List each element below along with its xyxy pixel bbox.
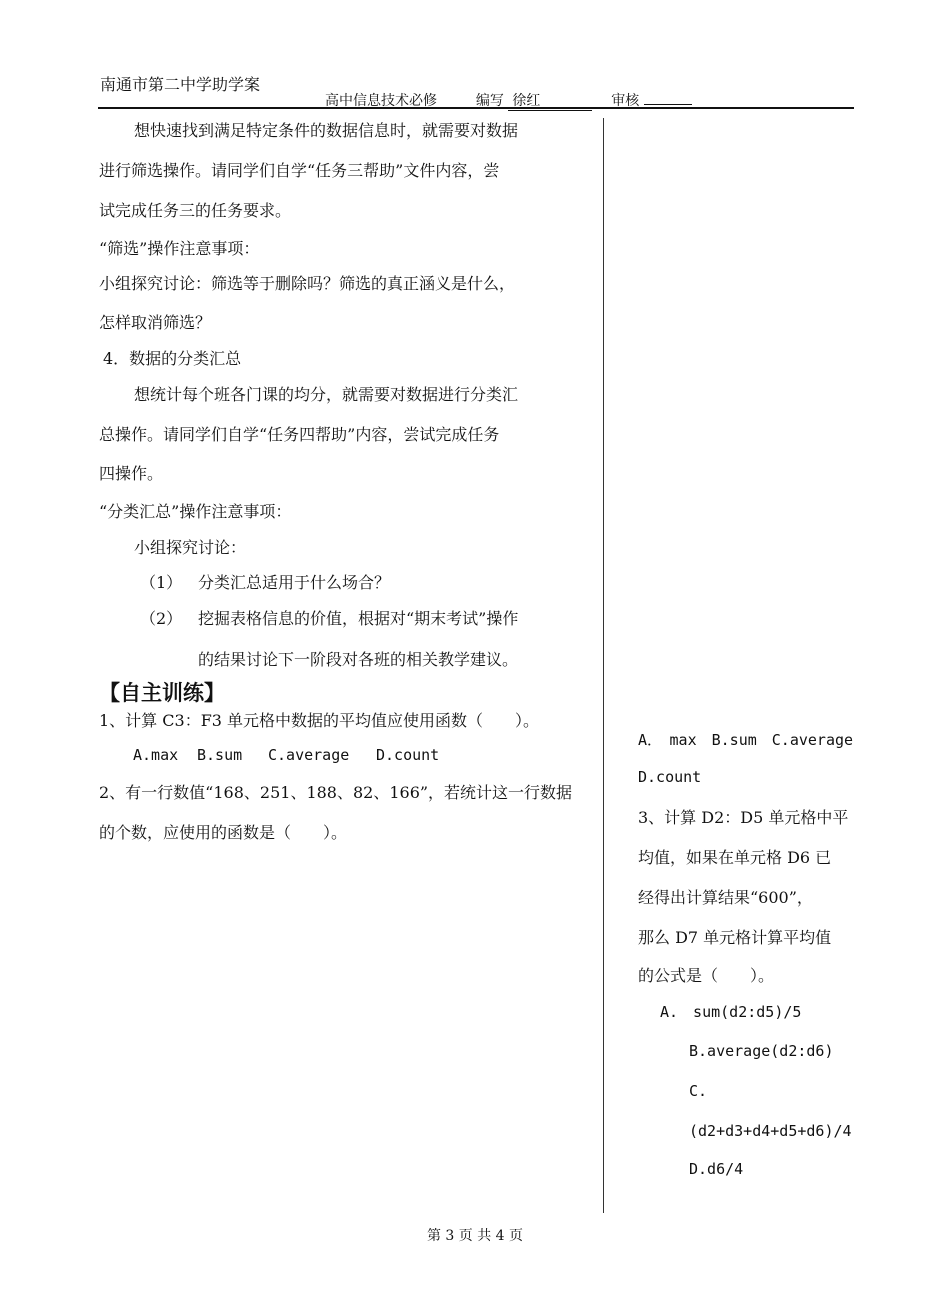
q1-option-c: C.average [268, 746, 350, 764]
paragraph-filter-line2: 进行筛选操作。请同学们自学“任务三帮助”文件内容，尝 [99, 161, 500, 180]
question-3-line2: 均值，如果在单元格 D6 已 [638, 848, 832, 867]
discussion-subtotal-heading: 小组探究讨论： [134, 538, 247, 557]
paragraph-subtotal-line1: 想统计每个班各门课的均分，就需要对数据进行分类汇 [134, 385, 519, 404]
q2-options-line1: A． max B.sum C.average [638, 731, 854, 749]
paragraph-subtotal-line2: 总操作。请同学们自学“任务四帮助”内容，尝试完成任务 [99, 425, 500, 444]
practice-section-title: 【自主训练】 [99, 681, 225, 705]
question-1: 1、计算 C3：F3 单元格中数据的平均值应使用函数（ ）。 [99, 711, 540, 730]
author-label: 编写 [475, 93, 504, 109]
item2-text-line2: 的结果讨论下一阶段对各班的相关教学建议。 [198, 650, 519, 669]
q3-option-b: B.average(d2:d6) [689, 1042, 834, 1060]
discussion-filter-line2: 怎样取消筛选？ [99, 313, 212, 332]
item2-text-line1: 挖掘表格信息的价值，根据对“期末考试”操作 [198, 609, 519, 628]
question-3-line3: 经得出计算结果“600”， [638, 888, 813, 907]
column-divider [603, 118, 604, 1213]
review-label: 审核 [611, 93, 640, 109]
question-3-line5: 的公式是（ ）。 [638, 966, 775, 985]
q3-option-a: A. sum(d2:d5)/5 [660, 1003, 802, 1021]
review-blank [644, 90, 692, 105]
q1-option-d: D.count [376, 746, 440, 764]
item1-number: （1） [140, 573, 183, 592]
course-name: 高中信息技术必修 [325, 93, 437, 109]
discussion-filter-line1: 小组探究讨论：筛选等于删除吗？筛选的真正涵义是什么， [99, 274, 516, 293]
item2-number: （2） [140, 609, 183, 628]
subtotal-notes-heading: “分类汇总”操作注意事项： [99, 502, 292, 521]
paragraph-filter-line3: 试完成任务三的任务要求。 [99, 201, 292, 220]
q3-option-d: D.d6/4 [689, 1160, 744, 1178]
item1-text: 分类汇总适用于什么场合？ [198, 573, 391, 592]
q2-options-line2: D.count [638, 768, 702, 786]
q1-option-b: B.sum [197, 746, 243, 764]
q1-option-a: A.max [133, 746, 179, 764]
section4-title: 4．数据的分类汇总 [103, 349, 242, 368]
q3-option-c-formula: (d2+d3+d4+d5+d6)/4 [689, 1122, 852, 1140]
q3-option-c-label: C. [689, 1082, 708, 1100]
question-3-line1: 3、计算 D2：D5 单元格中平 [638, 808, 849, 827]
filter-notes-heading: “筛选”操作注意事项： [99, 239, 260, 258]
paragraph-subtotal-line3: 四操作。 [99, 464, 164, 483]
header-rule [98, 107, 854, 109]
question-2-line2: 的个数，应使用的函数是（ ）。 [99, 823, 348, 842]
page-number: 第 3 页 共 4 页 [426, 1228, 524, 1244]
question-2-line1: 2、有一行数值“168、251、188、82、166”，若统计这一行数据 [99, 783, 573, 802]
question-3-line4: 那么 D7 单元格计算平均值 [638, 928, 832, 947]
author-name: 徐红 [508, 90, 592, 111]
paragraph-filter-line1: 想快速找到满足特定条件的数据信息时，就需要对数据 [134, 121, 519, 140]
school-header: 南通市第二中学助学案 [100, 75, 261, 94]
